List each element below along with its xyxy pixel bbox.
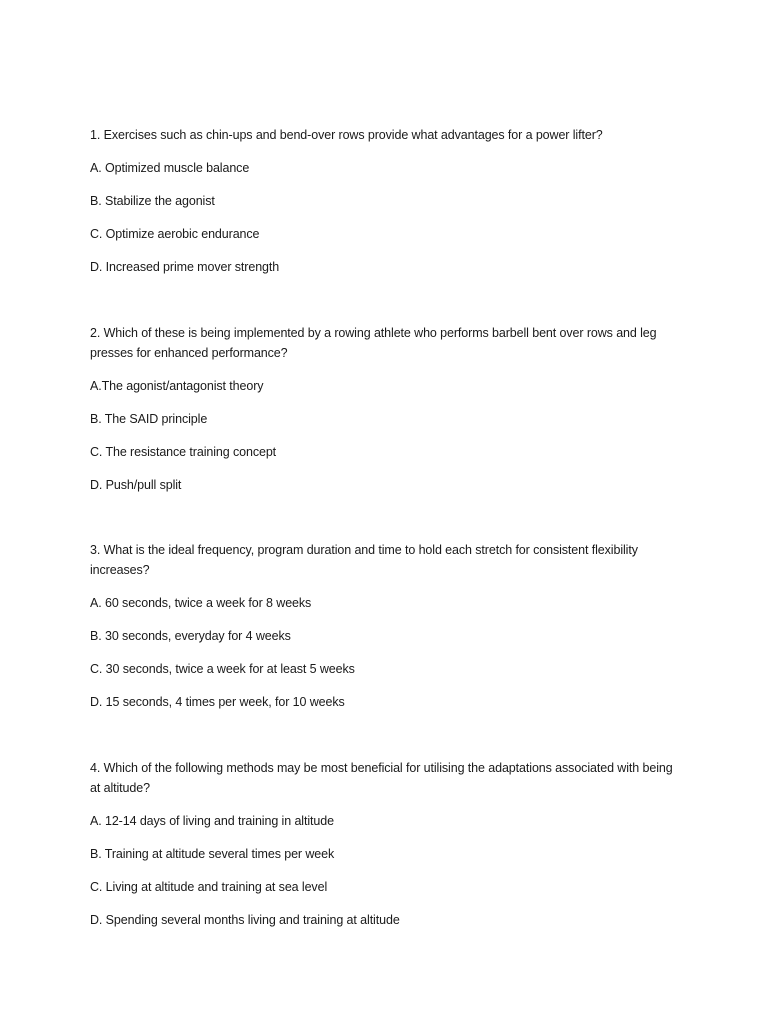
- option-a: A. 12-14 days of living and training in altitude: [90, 814, 334, 828]
- question-2: [90, 323, 680, 508]
- question-1: [90, 125, 680, 290]
- question-text: 2. Which of these is being implemented by a rowing athlete who performs barbell bent over rows and leg presses for enhanced performance?: [90, 326, 657, 360]
- question-text: 3. What is the ideal frequency, program duration and time to hold each stretch for consistent flexibility increases?: [90, 543, 638, 577]
- option-d: D. Push/pull split: [90, 478, 182, 492]
- option-a: A. 60 seconds, twice a week for 8 weeks: [90, 596, 312, 610]
- option-c: C. Optimize aerobic endurance: [90, 227, 260, 241]
- option-c: C. 30 seconds, twice a week for at least 5 weeks: [90, 662, 355, 676]
- question-3: [90, 540, 680, 725]
- option-b: B. The SAID principle: [90, 412, 208, 426]
- option-b: B. 30 seconds, everyday for 4 weeks: [90, 629, 291, 643]
- option-d: D. Spending several months living and training at altitude: [90, 913, 400, 927]
- question-4: [90, 758, 680, 943]
- option-b: B. Training at altitude several times per week: [90, 847, 335, 861]
- option-c: C. Living at altitude and training at sea level: [90, 880, 328, 894]
- option-d: D. Increased prime mover strength: [90, 260, 280, 274]
- option-d: D. 15 seconds, 4 times per week, for 10 weeks: [90, 695, 345, 709]
- question-text: 1. Exercises such as chin-ups and bend-over rows provide what advantages for a power lifter?: [90, 128, 603, 142]
- option-b: B. Stabilize the agonist: [90, 194, 215, 208]
- question-text: 4. Which of the following methods may be most beneficial for utilising the adaptations associated with being at altitude?: [90, 761, 673, 795]
- option-a: A. Optimized muscle balance: [90, 161, 250, 175]
- option-c: C. The resistance training concept: [90, 445, 277, 459]
- option-a: A.The agonist/antagonist theory: [90, 379, 264, 393]
